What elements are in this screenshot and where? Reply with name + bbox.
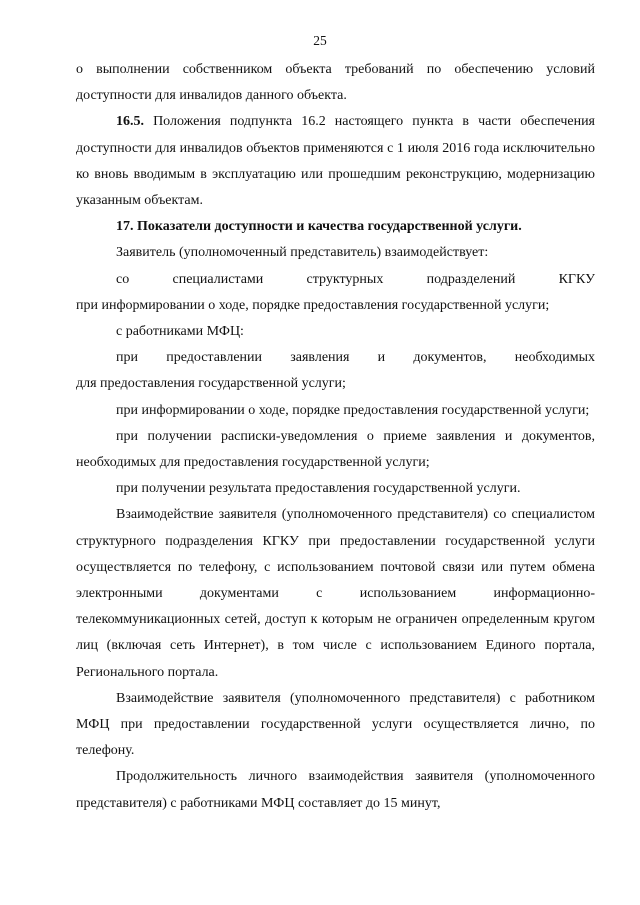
paragraph-9: при получении расписки-уведомления о приеме заявления и документов, необходимых для предоставления государственной услуги; xyxy=(76,428,595,471)
paragraph-7-line-2: для предоставления государственной услуги; xyxy=(76,376,346,392)
clause-number: 16.5. xyxy=(116,114,144,130)
paragraph-13: Продолжительность личного взаимодействия заявителя (уполномоченного представителя) с работниками МФЦ составляет до 15 минут, xyxy=(76,769,595,811)
paragraph-12: Взаимодействие заявителя (уполномоченного представителя) с работником МФЦ при предоставлении государственной услуги осуществляется лично, по телефону. xyxy=(76,690,595,759)
paragraph-2 xyxy=(76,109,595,214)
paragraph-8: при информировании о ходе, порядке предоставления государственной услуги; xyxy=(116,402,590,418)
document-body xyxy=(76,57,595,817)
paragraph-5-line-1: со специалистами структурных подразделений КГКУ xyxy=(116,271,595,287)
paragraph-11: Взаимодействие заявителя (уполномоченного представителя) со специалистом структурного подразделения КГКУ при предоставлении государственной услуги осуществляется по телефону, с использованием почтовой связи или путем обмена электронными документами с использованием информационно-телекоммуникационных сетей, доступ к которым не ограничен определенным кругом лиц (включая сеть Интернет), в том числе с использованием Единого портала, Регионального портала. xyxy=(76,507,595,680)
paragraph-6: с работниками МФЦ: xyxy=(116,324,244,340)
section-heading: 17. Показатели доступности и качества государственной услуги. xyxy=(116,219,522,235)
page-number: 25 xyxy=(313,33,327,48)
paragraph-2-text: Положения подпункта 16.2 настоящего пункта в части обеспечения доступности для инвалидов объектов применяются с 1 июля 2016 года исключительно ко вновь вводимым в эксплуатацию или прошедшим реконструкцию, модернизацию указанным объектам. xyxy=(76,114,595,209)
paragraph-4: Заявитель (уполномоченный представитель) взаимодействует: xyxy=(116,245,489,261)
paragraph-10: при получении результата предоставления государственной услуги. xyxy=(116,481,521,497)
paragraph-7-line-1: при предоставлении заявления и документов, необходимых xyxy=(116,350,595,366)
paragraph-1: о выполнении собственником объекта требований по обеспечению условий доступности для инвалидов данного объекта. xyxy=(76,62,595,104)
paragraph-5-line-2: при информировании о ходе, порядке предоставления государственной услуги; xyxy=(76,297,550,313)
